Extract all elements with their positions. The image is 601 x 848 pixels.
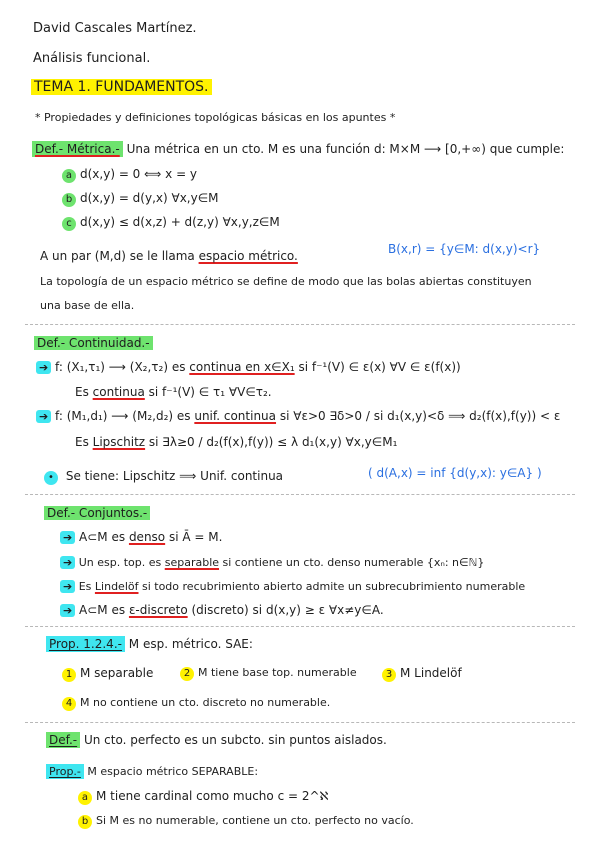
prop124-i1-text: M separable bbox=[80, 666, 154, 680]
marker-2: 2 bbox=[180, 667, 194, 681]
par-prefix: A un par (M,d) se le llama bbox=[40, 249, 199, 263]
cont-l2-a: Es bbox=[75, 385, 93, 399]
prop124-row bbox=[46, 638, 253, 650]
marker-b: b bbox=[78, 815, 92, 829]
separator bbox=[25, 494, 575, 495]
separator bbox=[25, 722, 575, 723]
conj-c1-b: si Ā = M. bbox=[165, 530, 223, 544]
conjuntos-line-1 bbox=[60, 531, 222, 544]
axiom-c-text: d(x,y) ≤ d(x,z) + d(z,y) ∀x,y,z∈M bbox=[80, 215, 280, 229]
metrica-axiom-b bbox=[62, 192, 219, 207]
prop124-i4-text: M no contiene un cto. discreto no numerable. bbox=[80, 696, 331, 709]
intro-note: * Propiedades y definiciones topológicas básicas en los apuntes * bbox=[35, 111, 396, 124]
continuidad-line-5 bbox=[44, 470, 283, 485]
ball-definition: B(x,r) = {y∈M: d(x,y)<r} bbox=[388, 242, 541, 256]
prop124-label: Prop. 1.2.4.- bbox=[46, 636, 125, 652]
prop124-item-4 bbox=[62, 697, 330, 711]
continuidad-line-3 bbox=[36, 410, 560, 423]
arrow-bullet-icon: ➔ bbox=[36, 361, 51, 374]
conj-c4-b: (discreto) si d(x,y) ≥ ε ∀x≠y∈A. bbox=[187, 603, 384, 617]
dot-bullet-icon: • bbox=[44, 471, 58, 485]
conjuntos-line-2 bbox=[60, 556, 484, 569]
topologia-line-1: La topología de un espacio métrico se define de modo que las bolas abiertas constituyen bbox=[40, 275, 532, 288]
prop-label: Prop.- bbox=[46, 764, 84, 779]
continua-en-term: continua en x∈X₁ bbox=[189, 360, 295, 374]
def-metrica-label: Def.- Métrica.- bbox=[32, 141, 123, 157]
prop124-intro: M esp. métrico. SAE: bbox=[128, 637, 253, 651]
subject-title: Análisis funcional. bbox=[33, 51, 151, 66]
prop-intro: M espacio métrico SEPARABLE: bbox=[87, 765, 259, 778]
prop-separable-row bbox=[46, 766, 258, 777]
def-metrica-intro: Una métrica en un cto. M es una función d: M×M ⟶ [0,+∞) que cumple: bbox=[126, 142, 565, 156]
prop124-item-2 bbox=[180, 667, 357, 681]
conj-c2-a: Un esp. top. es bbox=[78, 556, 165, 569]
metrica-axiom-a bbox=[62, 168, 197, 183]
conjuntos-line-3 bbox=[60, 580, 525, 593]
marker-4: 4 bbox=[62, 697, 76, 711]
separator bbox=[25, 626, 575, 627]
conjuntos-line-4 bbox=[60, 604, 384, 617]
cont-l1-b: si f⁻¹(V) ∈ ε(x) ∀V ∈ ε(f(x)) bbox=[294, 360, 461, 374]
def-perfecto-label: Def.- bbox=[46, 732, 80, 748]
def-conjuntos-label: Def.- Conjuntos.- bbox=[44, 506, 150, 520]
marker-1: 1 bbox=[62, 668, 76, 682]
continuidad-line-1 bbox=[36, 361, 461, 374]
arrow-bullet-icon: ➔ bbox=[60, 556, 75, 569]
continuidad-line-4 bbox=[75, 436, 397, 448]
cont-l4-b: si ∃λ≥0 / d₂(f(x),f(y)) ≤ λ d₁(x,y) ∀x,y∈M₁ bbox=[145, 435, 398, 449]
marker-3: 3 bbox=[382, 668, 396, 682]
tema-title: TEMA 1. FUNDAMENTOS. bbox=[31, 79, 212, 95]
axiom-a-text: d(x,y) = 0 ⟺ x = y bbox=[80, 167, 198, 181]
cont-l3-b: si ∀ε>0 ∃δ>0 / si d₁(x,y)<δ ⟹ d₂(f(x),f(y)) < ε bbox=[276, 409, 561, 423]
continua-term: continua bbox=[92, 385, 145, 399]
marker-a: a bbox=[78, 791, 92, 805]
prop124-item-3 bbox=[382, 667, 462, 682]
separator bbox=[25, 324, 575, 325]
cont-l4-a: Es bbox=[75, 435, 93, 449]
metrica-axiom-c bbox=[62, 216, 280, 231]
prop124-i2-text: M tiene base top. numerable bbox=[198, 666, 357, 679]
prop-item-b bbox=[78, 815, 414, 829]
def-perfecto-text: Un cto. perfecto es un subcto. sin puntos aislados. bbox=[83, 733, 387, 747]
cont-l2-b: si f⁻¹(V) ∈ τ₁ ∀V∈τ₂. bbox=[144, 385, 272, 399]
lipschitz-term: Lipschitz bbox=[92, 435, 146, 449]
prop-item-a bbox=[78, 790, 328, 805]
unif-continua-term: unif. continua bbox=[194, 409, 277, 423]
def-metrica-row bbox=[32, 143, 564, 155]
def-perfecto-row bbox=[46, 734, 387, 746]
e-discreto-term: ε-discreto bbox=[128, 603, 188, 617]
prop-a-text: M tiene cardinal como mucho c = 2^ℵ bbox=[96, 789, 329, 803]
author-name: David Cascales Martínez. bbox=[33, 21, 197, 36]
continuidad-line-2 bbox=[75, 386, 272, 398]
lipschitz-implica: Se tiene: Lipschitz ⟹ Unif. continua bbox=[65, 469, 284, 483]
topologia-line-2: una base de ella. bbox=[40, 299, 135, 312]
denso-term: denso bbox=[128, 530, 166, 544]
conj-c1-a: A⊂M es bbox=[79, 530, 129, 544]
dist-definition: ( d(A,x) = inf {d(y,x): y∈A} ) bbox=[368, 466, 542, 480]
conj-c3-b: si todo recubrimiento abierto admite un subrecubrimiento numerable bbox=[138, 580, 526, 593]
espacio-metrico-term: espacio métrico. bbox=[198, 249, 298, 263]
arrow-bullet-icon: ➔ bbox=[60, 531, 75, 544]
axiom-b-text: d(x,y) = d(y,x) ∀x,y∈M bbox=[80, 191, 219, 205]
prop124-i3-text: M Lindelöf bbox=[400, 666, 462, 680]
espacio-metrico-line bbox=[40, 250, 298, 262]
marker-a: a bbox=[62, 169, 76, 183]
cont-l3-a: f: (M₁,d₁) ⟶ (M₂,d₂) es bbox=[55, 409, 195, 423]
def-continuidad-label: Def.- Continuidad.- bbox=[34, 336, 153, 350]
prop124-item-1 bbox=[62, 667, 153, 682]
arrow-bullet-icon: ➔ bbox=[36, 410, 51, 423]
cont-l1-a: f: (X₁,τ₁) ⟶ (X₂,τ₂) es bbox=[55, 360, 190, 374]
arrow-bullet-icon: ➔ bbox=[60, 604, 75, 617]
lindelof-term: Lindelöf bbox=[94, 580, 139, 593]
conj-c3-a: Es bbox=[78, 580, 95, 593]
conj-c4-a: A⊂M es bbox=[79, 603, 129, 617]
separable-term: separable bbox=[164, 556, 220, 569]
marker-b: b bbox=[62, 193, 76, 207]
marker-c: c bbox=[62, 217, 76, 231]
prop-b-text: Si M es no numerable, contiene un cto. perfecto no vacío. bbox=[96, 814, 414, 827]
arrow-bullet-icon: ➔ bbox=[60, 580, 75, 593]
conj-c2-b: si contiene un cto. denso numerable {xₙ: n∈ℕ} bbox=[219, 556, 485, 569]
